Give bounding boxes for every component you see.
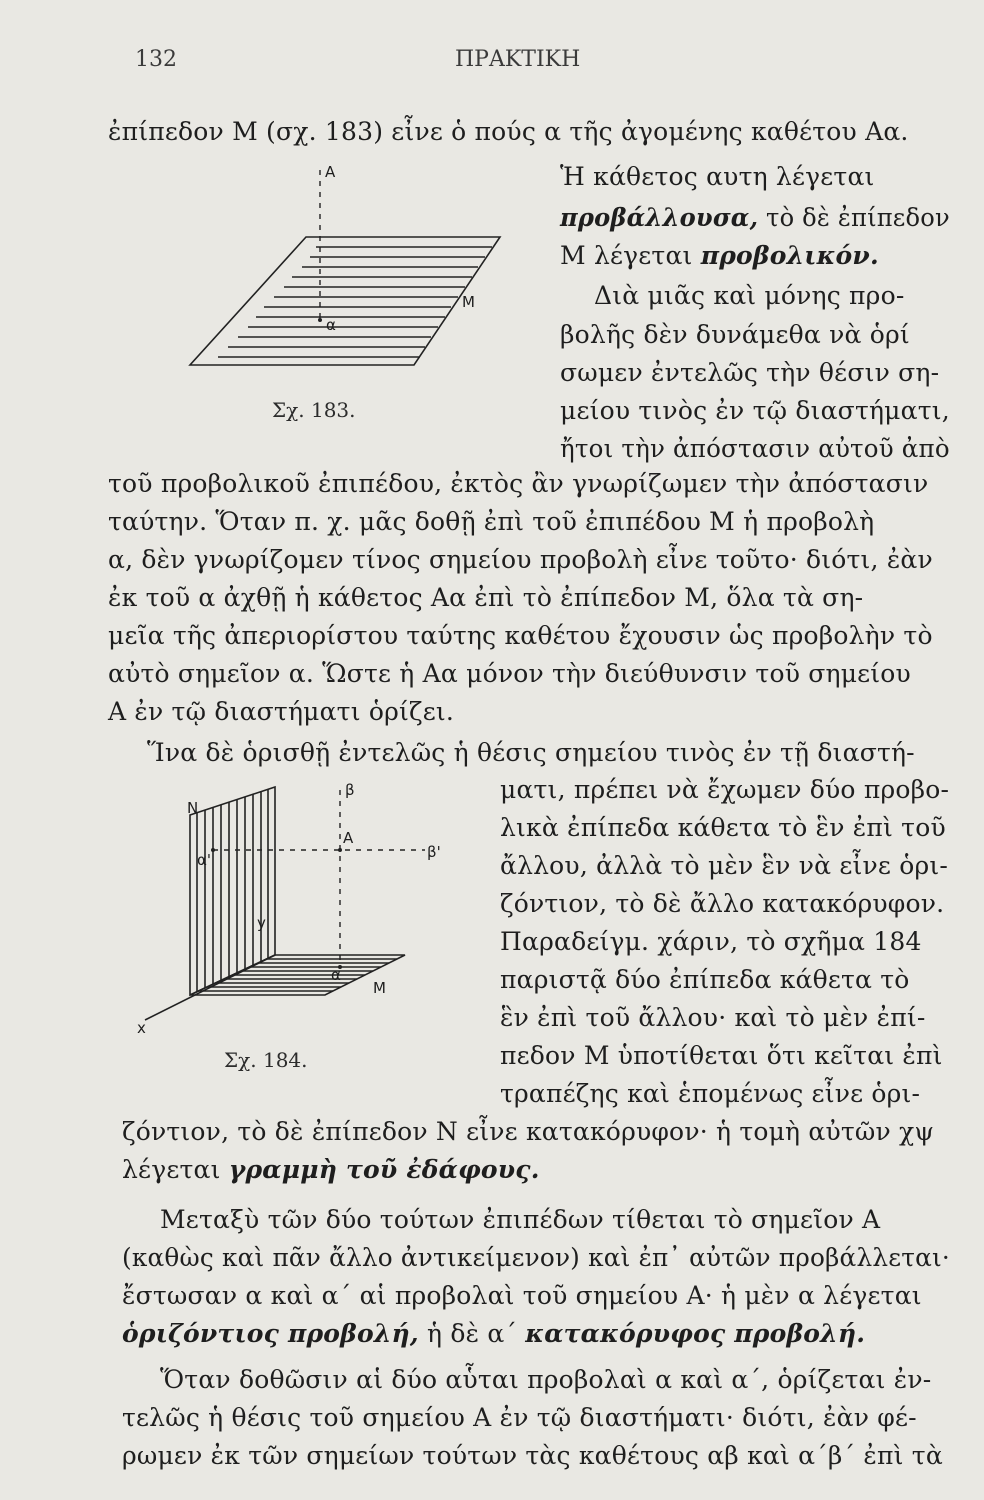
fig184-label-N: N bbox=[187, 799, 199, 817]
fig184-label-b: β bbox=[345, 781, 355, 799]
text-line: μεῖα τῆς ἀπεριορίστου ταύτης καθέτου ἔχουσιν ὡς προβολὴν τὸ bbox=[108, 621, 933, 650]
text-line bbox=[560, 241, 879, 271]
text-line: τελῶς ἡ θέσις τοῦ σημείου Α ἐν τῷ διαστήματι· διότι, ἐὰν φέ- bbox=[122, 1403, 917, 1432]
text-line: Διὰ μιᾶς καὶ μόνης προ- bbox=[594, 281, 905, 310]
text-line: ἐπίπεδον Μ (σχ. 183) εἶνε ὁ πούς α τῆς ἀγομένης καθέτου Αα. bbox=[108, 117, 909, 146]
text-line: λικὰ ἐπίπεδα κάθετα τὸ ἓν ἐπὶ τοῦ bbox=[500, 813, 946, 842]
text-line: Μεταξὺ τῶν δύο τούτων ἐπιπέδων τίθεται τὸ σημεῖον Α bbox=[160, 1205, 881, 1234]
fig184-label-a-prime: α' bbox=[197, 851, 212, 869]
text-line: πεδον Μ ὑποτίθεται ὅτι κεῖται ἐπὶ bbox=[500, 1041, 943, 1070]
figure-184-caption: Σχ. 184. bbox=[224, 1048, 308, 1072]
text-line: ζόντιον, τὸ δὲ ἄλλο κατακόρυφον. bbox=[500, 889, 945, 918]
fig184-label-b-prime: β' bbox=[427, 843, 441, 861]
text-line: ρωμεν ἐκ τῶν σημείων τούτων τὰς καθέτους αβ καὶ α΄β΄ ἐπὶ τὰ bbox=[122, 1441, 943, 1470]
figure-184 bbox=[135, 775, 465, 1035]
text-line: (καθὼς καὶ πᾶν ἄλλο ἀντικείμενον) καὶ ἐπ᾽ αὐτῶν προβάλλεται· bbox=[122, 1243, 950, 1272]
text-line: τραπέζης καὶ ἑπομένως εἶνε ὁρι- bbox=[500, 1079, 921, 1108]
text-line bbox=[560, 203, 950, 233]
text-line bbox=[122, 1155, 540, 1185]
page-number: 132 bbox=[135, 47, 177, 72]
text-span: ἡ δὲ α΄ bbox=[418, 1319, 526, 1348]
text-line: α, δὲν γνωρίζομεν τίνος σημείου προβολὴ εἶνε τοῦτο· διότι, ἐὰν bbox=[108, 545, 933, 574]
fig184-label-a: α bbox=[331, 966, 341, 984]
text-line: μείου τινὸς ἐν τῷ διαστήματι, bbox=[560, 396, 950, 425]
term-problaloussa: προβάλλουσα, bbox=[560, 203, 759, 232]
text-line: ἐκ τοῦ α ἀχθῇ ἡ κάθετος Αα ἐπὶ τὸ ἐπίπεδον Μ, ὅλα τὰ ση- bbox=[108, 583, 864, 612]
running-title: ΠΡΑΚΤΙΚΗ bbox=[455, 47, 581, 72]
text-line: βολῆς δὲν δυνάμεθα νὰ ὁρί bbox=[560, 320, 910, 349]
text-span: Μ λέγεται bbox=[560, 241, 701, 270]
text-line: ζόντιον, τὸ δὲ ἐπίπεδον Ν εἶνε κατακόρυφον· ἡ τομὴ αὐτῶν χψ bbox=[122, 1117, 935, 1146]
text-line: Ἡ κάθετος αυτη λέγεται bbox=[560, 162, 875, 191]
fig184-label-x: x bbox=[137, 1019, 146, 1037]
text-line: ἓν ἐπὶ τοῦ ἄλλου· καὶ τὸ μὲν ἐπί- bbox=[500, 1003, 926, 1032]
text-line: σωμεν ἐντελῶς τὴν θέσιν ση- bbox=[560, 358, 940, 387]
fig184-label-M: M bbox=[373, 979, 386, 997]
term-orizontios-provoli: ὁριζόντιος προβολή, bbox=[122, 1319, 419, 1348]
fig183-label-a: α bbox=[326, 316, 336, 334]
figure-183-caption: Σχ. 183. bbox=[272, 398, 356, 422]
text-line: ἄλλου, ἀλλὰ τὸ μὲν ἓν νὰ εἶνε ὁρι- bbox=[500, 851, 948, 880]
text-line: Ἵνα δὲ ὁρισθῇ ἐντελῶς ἡ θέσις σημείου τινὸς ἐν τῇ διαστή- bbox=[147, 738, 915, 767]
term-grammi-edafous: γραμμὴ τοῦ ἐδάφους. bbox=[228, 1155, 540, 1184]
text-line: Α ἐν τῷ διαστήματι ὁρίζει. bbox=[108, 697, 455, 726]
text-line: ματι, πρέπει νὰ ἔχωμεν δύο προβο- bbox=[500, 775, 950, 804]
text-line: παριστᾷ δύο ἐπίπεδα κάθετα τὸ bbox=[500, 965, 910, 994]
text-line: ἔστωσαν α καὶ α΄ αἱ προβολαὶ τοῦ σημείου Α· ἡ μὲν α λέγεται bbox=[122, 1281, 922, 1310]
text-span: λέγεται bbox=[122, 1155, 229, 1184]
text-line bbox=[122, 1319, 865, 1349]
fig184-label-A: A bbox=[343, 829, 354, 847]
figure-183 bbox=[180, 155, 510, 395]
text-line: Ὅταν δοθῶσιν αἱ δύο αὗται προβολαὶ α καὶ α΄, ὁρίζεται ἐν- bbox=[160, 1365, 932, 1394]
text-line: ταύτην. Ὅταν π. χ. μᾶς δοθῇ ἐπὶ τοῦ ἐπιπέδου Μ ἡ προβολὴ bbox=[108, 507, 875, 536]
fig184-label-y: y bbox=[257, 914, 266, 932]
text-line: Παραδείγμ. χάριν, τὸ σχῆμα 184 bbox=[500, 927, 922, 956]
term-katakoryfos-provoli: κατακόρυφος προβολή. bbox=[525, 1319, 866, 1348]
term-problikon: προβολικόν. bbox=[700, 241, 879, 270]
text-span: τὸ δὲ ἐπίπεδον bbox=[758, 203, 950, 232]
text-line: αὐτὸ σημεῖον α. Ὥστε ἡ Αα μόνον τὴν διεύθυνσιν τοῦ σημείου bbox=[108, 659, 911, 688]
text-line: ἤτοι τὴν ἀπόστασιν αὐτοῦ ἀπὸ bbox=[560, 434, 950, 463]
fig183-label-M: M bbox=[462, 293, 475, 311]
text-line: τοῦ προβολικοῦ ἐπιπέδου, ἐκτὸς ἂν γνωρίζωμεν τὴν ἀπόστασιν bbox=[108, 469, 929, 498]
fig183-label-A: A bbox=[325, 163, 336, 181]
